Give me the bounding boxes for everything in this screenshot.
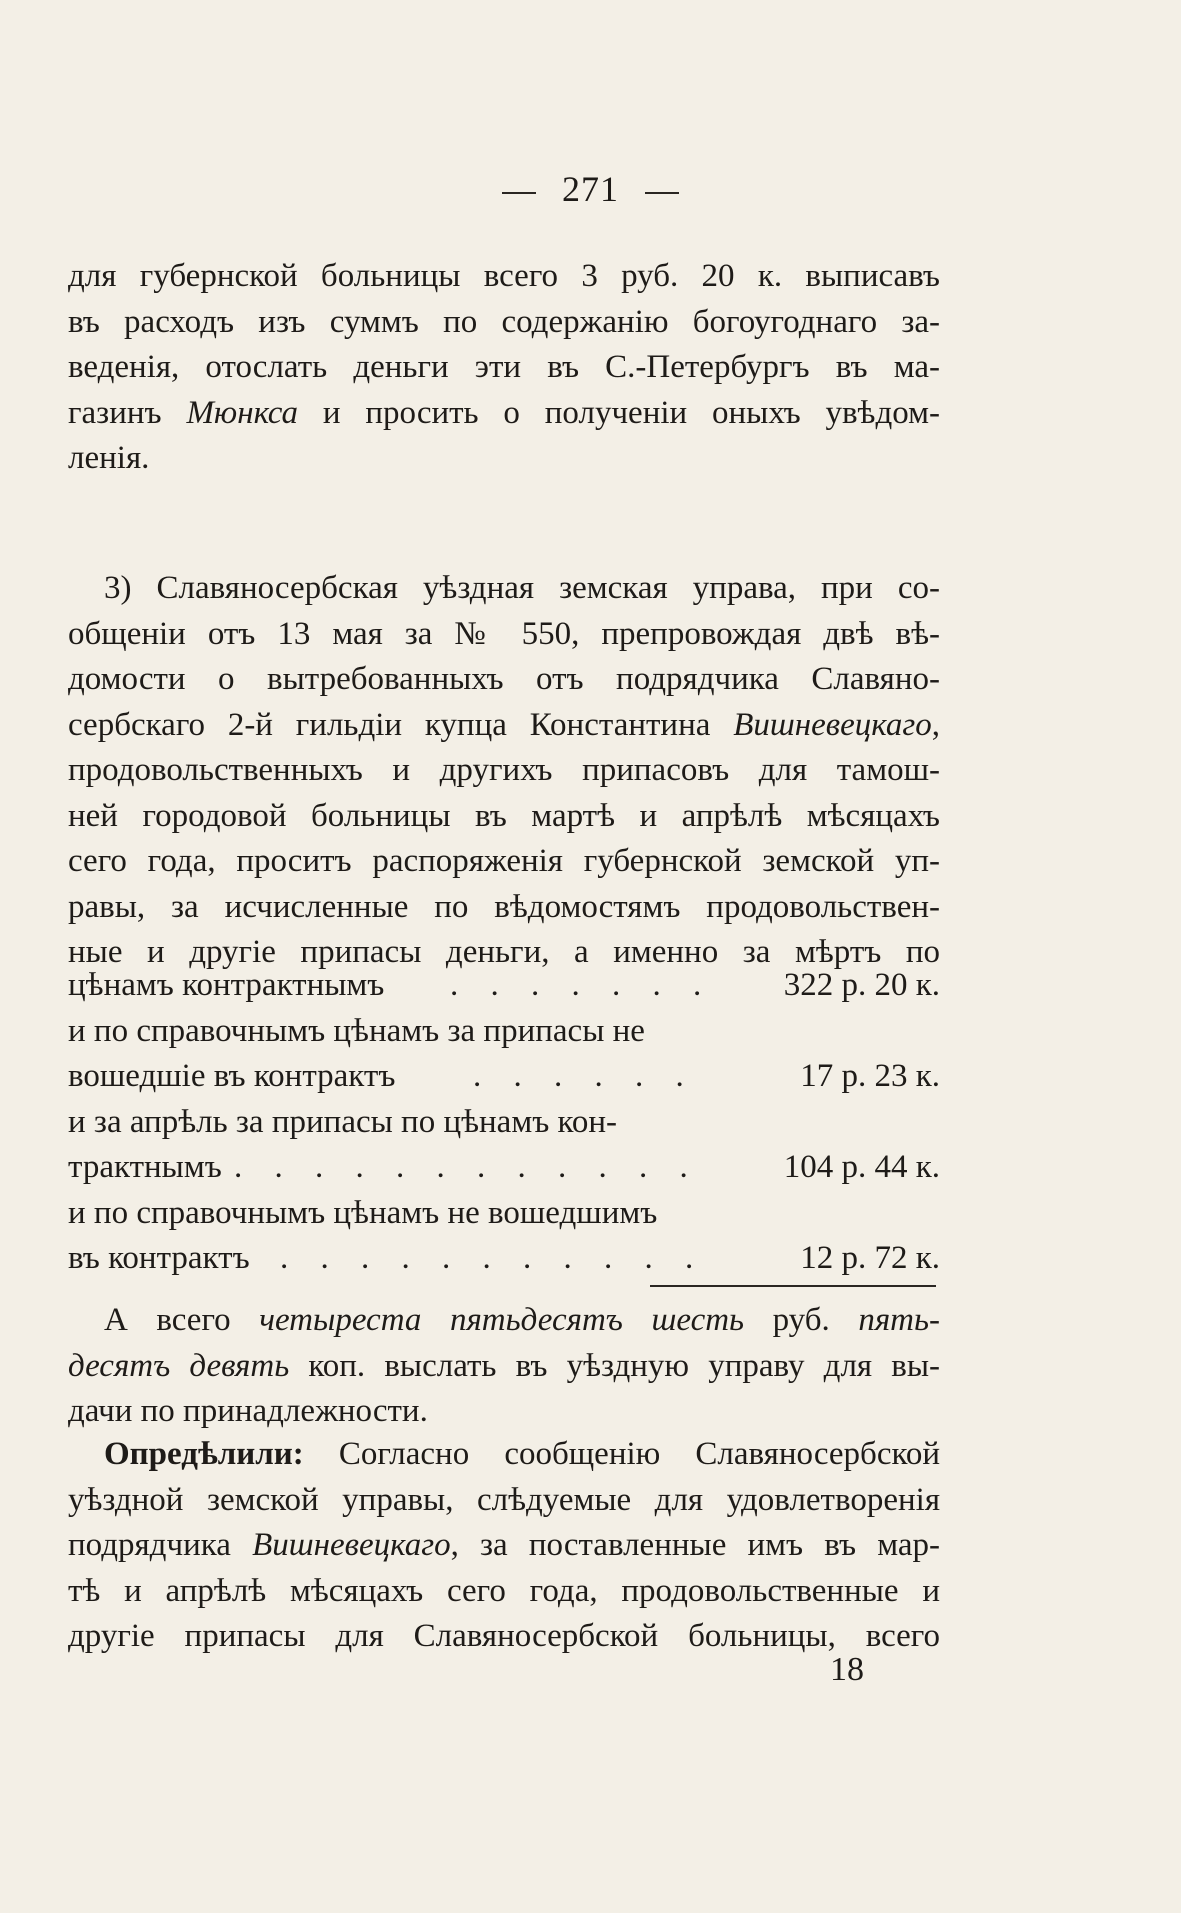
text-run: газинъ: [68, 394, 187, 431]
text-line: домости о вытребованныхъ отъ подрядчика Славяно-: [68, 661, 940, 697]
amount-row: [68, 1009, 940, 1055]
amount-label: трактнымъ: [68, 1149, 222, 1185]
text-line: 3) Славяносербская уѣздная земская управа, при со-: [104, 570, 940, 606]
text-line: продовольственныхъ и другихъ припасовъ для тамош-: [68, 752, 940, 788]
amount-label: цѣнамъ контрактнымъ: [68, 967, 385, 1003]
amount-value: 17 р. 23 к.: [800, 1058, 940, 1094]
text-line: [68, 703, 940, 749]
amount-row: [68, 1100, 940, 1146]
amount-row: [68, 963, 940, 1009]
amount-value: 104 р. 44 к.: [783, 1149, 940, 1185]
amount-label: и по справочнымъ цѣнамъ не вошедшимъ: [68, 1194, 658, 1231]
paragraph-4: [68, 1432, 940, 1660]
paragraph-3: [68, 1298, 940, 1435]
text-line: сего года, проситъ распоряженія губернской земской уп-: [68, 843, 940, 879]
total-in-words: четыреста пятьдесятъ шесть: [259, 1302, 745, 1338]
name-mjunks: Мюнкса: [186, 394, 299, 431]
amount-row: [68, 1054, 940, 1100]
leader-dots: . . . . . . . . . . .: [280, 1240, 706, 1276]
amount-row: [68, 1191, 940, 1237]
text-line: [68, 1298, 940, 1344]
text-run: А всего: [104, 1302, 260, 1338]
sum-rule: [650, 1285, 936, 1287]
kopeks-in-words: пять-: [858, 1302, 940, 1338]
text-run: , за поставленные имъ въ мар-: [450, 1527, 940, 1563]
text-line: равы, за исчисленные по вѣдомостямъ продовольствен-: [68, 888, 940, 925]
name-vishnevetsky: Вишневецкаго: [252, 1527, 451, 1563]
text-line: для губернской больницы всего 3 руб. 20 к. выписавъ: [68, 258, 940, 294]
resolution-heading: Опредѣлили:: [104, 1436, 304, 1472]
text-line: [68, 1432, 940, 1478]
amount-label: вошедшіе въ контрактъ: [68, 1058, 396, 1094]
amounts-list: [68, 963, 940, 1282]
text-run: сербскаго 2-й гильдіи купца Константина: [68, 706, 734, 743]
text-run: и просить о полученіи оныхъ увѣдом-: [298, 394, 940, 431]
text-line: [68, 1523, 940, 1569]
signature-mark: 18: [830, 1651, 864, 1688]
header-dash-right: [645, 192, 679, 194]
text-line: дачи по принадлежности.: [68, 1393, 428, 1429]
text-line: въ расходъ изъ суммъ по содержанію богоугоднаго за-: [68, 303, 940, 340]
text-run: Согласно сообщенію Славяносербской: [303, 1436, 940, 1472]
text-line: [68, 391, 940, 437]
header-dash-left: [502, 192, 536, 194]
text-line: ные и другіе припасы деньги, а именно за мѣртъ по: [68, 934, 940, 970]
text-run: коп. выслать въ уѣздную управу для вы-: [289, 1347, 941, 1384]
leader-dots: . . . . . .: [473, 1058, 696, 1094]
paragraph-1: [68, 254, 940, 482]
page-number: 271: [562, 169, 619, 209]
amount-value: 12 р. 72 к.: [800, 1240, 940, 1276]
amount-value: 322 р. 20 к.: [783, 967, 940, 1003]
text-line: ней городовой больницы въ мартѣ и апрѣлѣ мѣсяцахъ: [68, 797, 940, 834]
text-run: руб.: [744, 1302, 859, 1338]
name-vishnevetsky: Вишневецкаго: [733, 706, 932, 743]
text-line: общеніи отъ 13 мая за № 550, препровождая двѣ вѣ-: [68, 615, 940, 652]
page-header: [0, 168, 1181, 210]
paragraph-2: [68, 566, 940, 976]
text-line: другіе припасы для Славяносербской больницы, всего: [68, 1618, 940, 1654]
text-line: тѣ и апрѣлѣ мѣсяцахъ сего года, продовольственные и: [68, 1572, 940, 1609]
text-line: уѣздной земской управы, слѣдуемые для удовлетворенія: [68, 1481, 940, 1518]
amount-label: и по справочнымъ цѣнамъ за припасы не: [68, 1012, 645, 1049]
amount-row: [68, 1145, 940, 1191]
leader-dots: . . . . . . . . . . . .: [234, 1149, 700, 1185]
amount-label: въ контрактъ: [68, 1240, 250, 1276]
text-line: веденія, отослать деньги эти въ С.-Петербургъ въ ма-: [68, 349, 940, 385]
text-line: ленія.: [68, 440, 150, 476]
amount-row: [68, 1236, 940, 1282]
kopeks-in-words: десятъ девять: [68, 1347, 290, 1384]
amount-label: и за апрѣль за припасы по цѣнамъ кон-: [68, 1103, 618, 1140]
leader-dots: . . . . . . .: [450, 967, 714, 1003]
text-run: подрядчика: [68, 1527, 253, 1563]
text-run: ,: [931, 706, 940, 743]
text-line: [68, 1344, 940, 1390]
